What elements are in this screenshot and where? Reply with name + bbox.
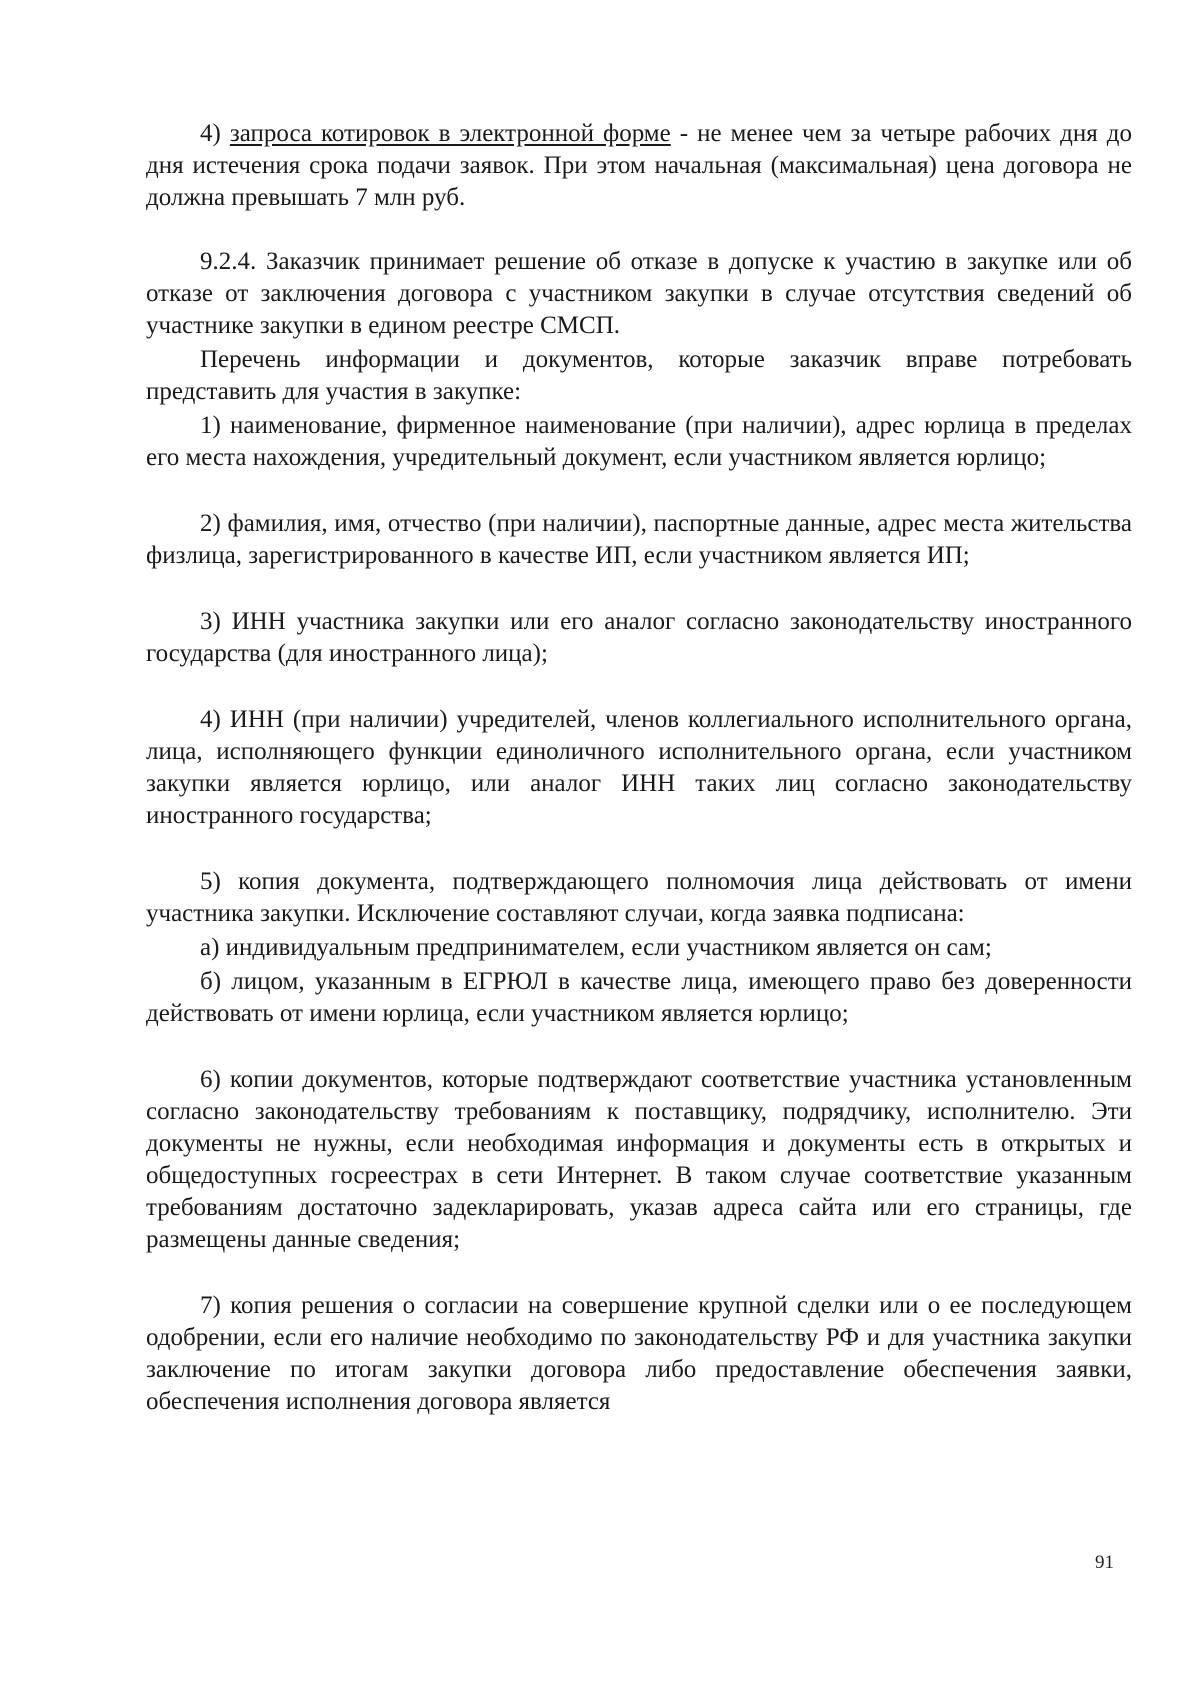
list-item-2: 2) фамилия, имя, отчество (при наличии), паспортные данные, адрес места жительства физлица, зарегистрированного в качестве ИП, если участником является ИП;	[146, 510, 1132, 569]
list-item-1: 1) наименование, фирменное наименование (при наличии), адрес юрлица в пределах его места нахождения, учредительный документ, если участником является юрлицо;	[146, 412, 1132, 471]
paragraph-quote-request	[146, 118, 1132, 214]
list-item-7: 7) копия решения о согласии на совершение крупной сделки или о ее последующем одобрении, если его наличие необходимо по законодательству РФ и для участника закупки заключение по итогам закупки договора либо предоставление обеспечения заявки, обеспечения исполнения договора является	[146, 1292, 1132, 1415]
list-item-4: 4) ИНН (при наличии) учредителей, членов коллегиального исполнительного органа, лица, исполняющего функции единоличного исполнительного органа, если участником закупки является юрлицо, или аналог ИНН таких лиц согласно законодательству иностранного государства;	[146, 706, 1132, 829]
underlined-term: запроса котировок в электронной форме	[229, 120, 671, 147]
list-intro: Перечень информации и документов, которые заказчик вправе потребовать представить для участия в закупке:	[146, 346, 1132, 405]
paragraph-text: - не менее чем за четыре рабочих дня до дня истечения срока подачи заявок. При этом начальная (максимальная) цена договора не должна превышать 7 млн руб.	[146, 120, 1132, 211]
list-item-5a: а) индивидуальным предпринимателем, если участником является он сам;	[200, 934, 992, 961]
list-item-3: 3) ИНН участника закупки или его аналог согласно законодательству иностранного государства (для иностранного лица);	[146, 608, 1132, 667]
page-number: 91	[1095, 1552, 1114, 1573]
list-item-5b: б) лицом, указанным в ЕГРЮЛ в качестве лица, имеющего право без доверенности действовать от имени юрлица, если участником является юрлицо;	[146, 968, 1132, 1027]
list-item-5: 5) копия документа, подтверждающего полномочия лица действовать от имени участника закупки. Исключение составляют случаи, когда заявка подписана:	[146, 868, 1132, 927]
list-item-6: 6) копии документов, которые подтверждают соответствие участника установленным согласно законодательству требованиям к поставщику, подрядчику, исполнителю. Эти документы не нужны, если необходимая информация и документы есть в открытых и общедоступных госреестрах в сети Интернет. В таком случае соответствие указанным требованиям достаточно задекларировать, указав адреса сайта или его страницы, где размещены данные сведения;	[146, 1066, 1132, 1253]
clause-9-2-4: 9.2.4. Заказчик принимает решение об отказе в допуске к участию в закупке или об отказе от заключения договора с участником закупки в случае отсутствия сведений об участнике закупки в едином реестре СМСП.	[146, 248, 1132, 339]
document-body	[146, 118, 1132, 1418]
item-number: 4)	[200, 120, 230, 147]
